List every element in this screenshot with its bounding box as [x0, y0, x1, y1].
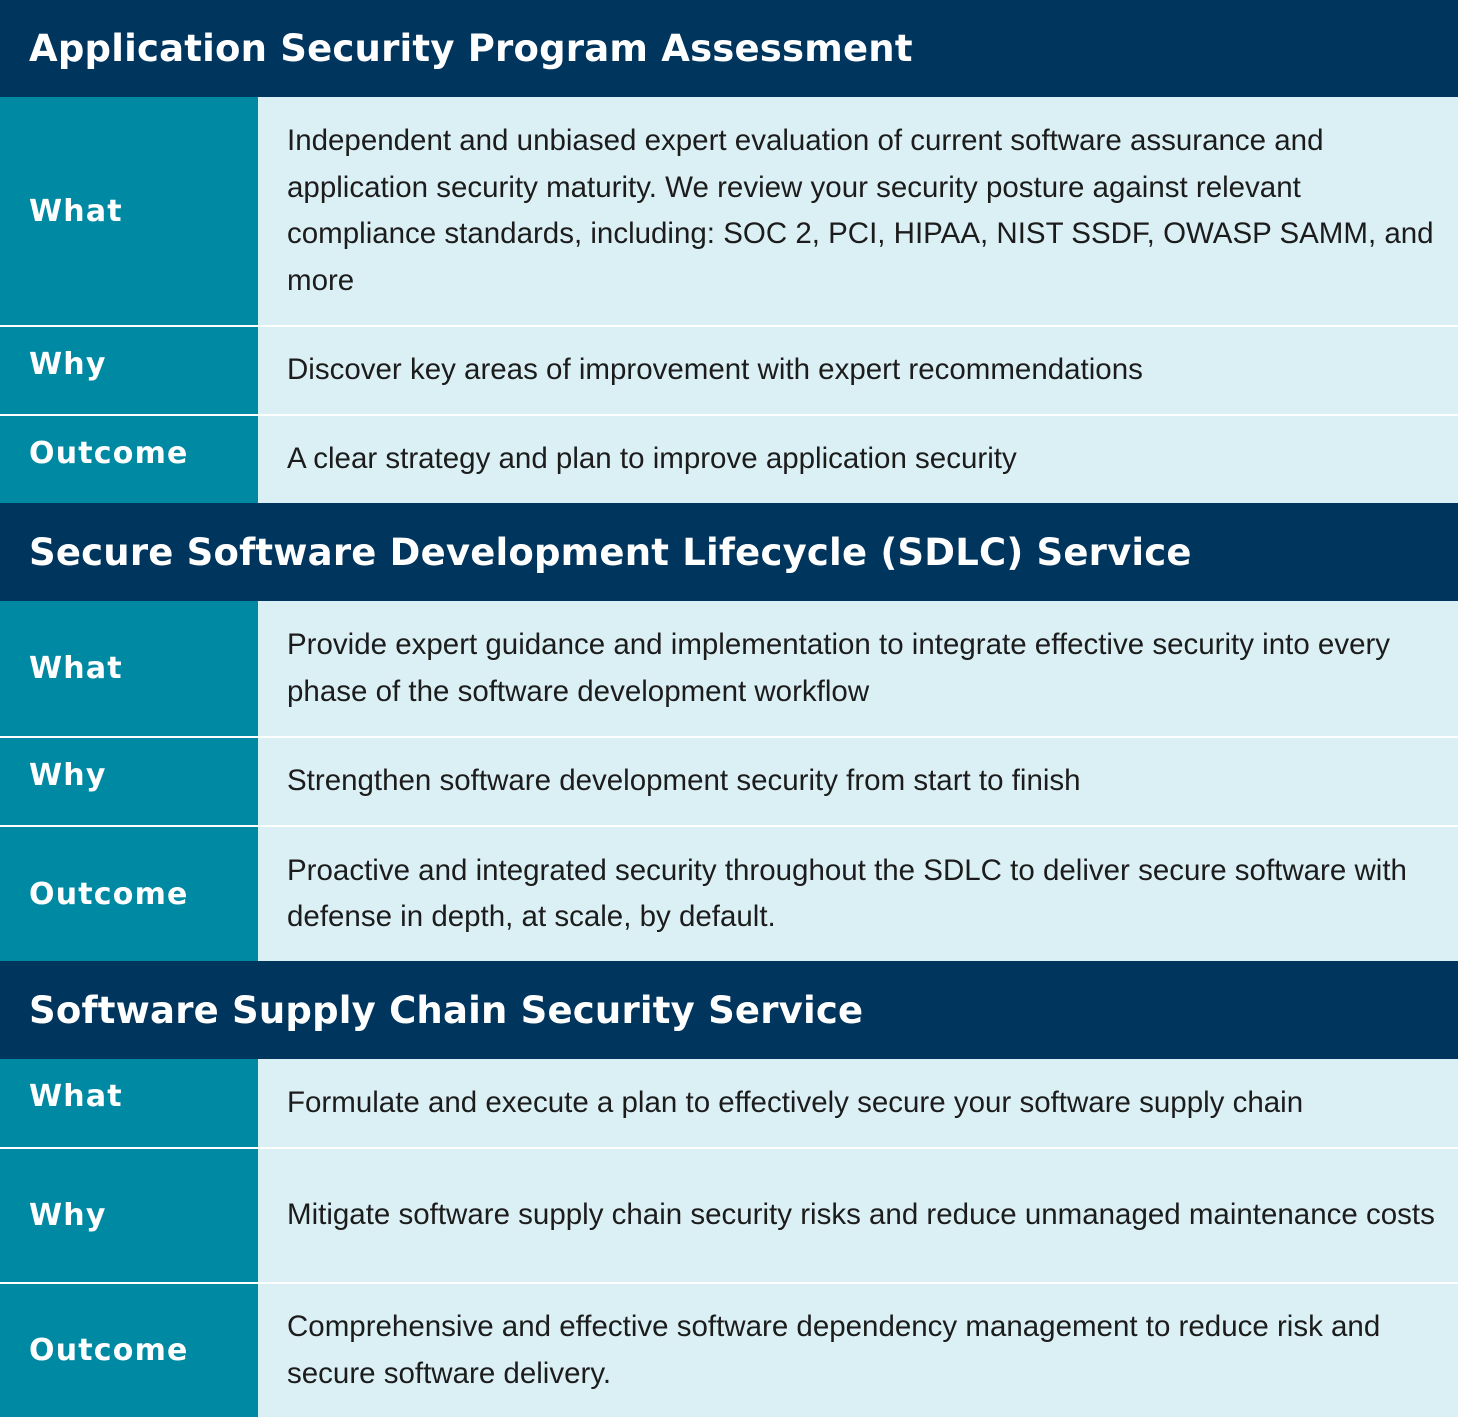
table-row	[0, 414, 1458, 503]
row-text-why	[258, 1149, 1458, 1282]
table-row	[0, 1282, 1458, 1417]
row-text: Formulate and execute a plan to effectively secure your software supply chain	[287, 1085, 1304, 1119]
row-text: Comprehensive and effective software dependency management to reduce risk and secure software delivery.	[287, 1310, 1381, 1390]
row-text: Strengthen software development security from start to finish	[287, 764, 1081, 798]
table-row	[0, 1147, 1458, 1282]
table-row	[0, 736, 1458, 825]
row-text-outcome	[258, 827, 1458, 961]
row-text: Mitigate software supply chain security risks and reduce unmanaged maintenance costs	[287, 1198, 1435, 1232]
row-text: Proactive and integrated security throughout the SDLC to deliver secure software with defense in depth, at scale, by default.	[287, 853, 1407, 933]
row-text: A clear strategy and plan to improve application security	[287, 442, 1017, 476]
row-text-what	[258, 97, 1458, 325]
table-row	[0, 97, 1458, 325]
row-text: Discover key areas of improvement with expert recommendations	[287, 353, 1143, 387]
table-row	[0, 601, 1458, 736]
row-text-what	[258, 601, 1458, 736]
row-label-outcome: Outcome	[0, 1284, 258, 1417]
row-label-outcome: Outcome	[0, 827, 258, 961]
row-label-what: What	[0, 97, 258, 325]
table-row	[0, 325, 1458, 414]
row-text-outcome	[258, 1284, 1458, 1417]
row-label-what: What	[0, 601, 258, 736]
row-text-outcome	[258, 416, 1458, 503]
row-text-why	[258, 327, 1458, 414]
row-text: Provide expert guidance and implementation to integrate effective security into every phase of the software development workflow	[287, 628, 1391, 708]
row-label-what: What	[0, 1059, 258, 1147]
section-title-app-security-assessment: Application Security Program Assessment	[0, 0, 1458, 97]
row-label-outcome: Outcome	[0, 416, 258, 503]
section-title-sdlc-service: Secure Software Development Lifecycle (SDLC) Service	[0, 503, 1458, 601]
row-text: Independent and unbiased expert evaluation of current software assurance and application security maturity. We review your security posture against relevant compliance standards, including: SOC 2, PCI, HIPAA, NIST SSDF, OWASP SAMM, and more	[287, 124, 1434, 297]
row-text-why	[258, 738, 1458, 825]
table-row	[0, 825, 1458, 961]
table-row	[0, 1059, 1458, 1147]
row-label-why: Why	[0, 1149, 258, 1282]
row-label-why: Why	[0, 738, 258, 825]
section-title-supply-chain-service: Software Supply Chain Security Service	[0, 961, 1458, 1059]
row-text-what	[258, 1059, 1458, 1147]
row-label-why: Why	[0, 327, 258, 414]
